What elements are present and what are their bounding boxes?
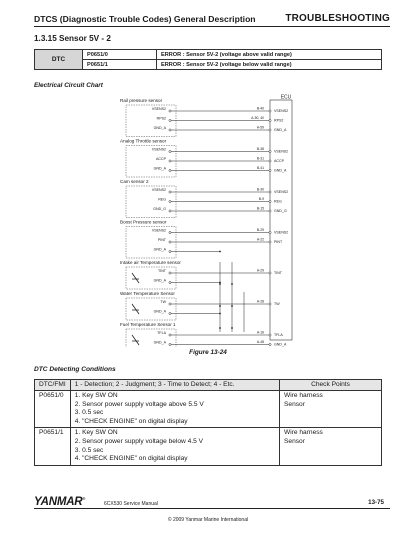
pin-label: RPS2 [156, 116, 166, 121]
pin-number: B-9 [258, 197, 264, 201]
pin-terminal [169, 241, 171, 243]
pin-terminal [169, 281, 171, 283]
check-point: Wire harness [284, 429, 323, 437]
manual-name: 6CX530 Service Manual [104, 501, 158, 507]
junction [219, 305, 221, 307]
ecu-pin-label: TINT [274, 271, 282, 276]
pin-number: B-38 [256, 147, 264, 151]
ecu-terminal [269, 150, 271, 152]
junction [219, 251, 221, 253]
pin-label: VSENS2 [151, 107, 166, 111]
ecu-pin-label: TW [274, 302, 280, 307]
ecu-terminal [269, 119, 271, 121]
pin-terminal [169, 191, 171, 193]
figure-caption: Figure 13-24 [189, 349, 227, 356]
ecu-terminal [269, 334, 271, 336]
ecu-pin-label: GND_A [274, 342, 287, 347]
pin-label: GND_G [153, 207, 166, 211]
check-points [280, 428, 382, 465]
ecu-pin-label: GND_A [274, 128, 287, 133]
pin-terminal [169, 250, 171, 252]
sensor-name: Rail pressure sensor [120, 98, 163, 103]
ecu-terminal [269, 129, 271, 131]
condition-code: P0651/0 [35, 391, 71, 428]
pin-label: VSENS2 [151, 228, 166, 233]
ecu-terminal [269, 241, 271, 243]
condition-line: 2. Sensor power supply voltage below 4.5 V [74, 437, 204, 445]
pin-label: PINT [157, 238, 166, 242]
pin-label: GND_A [153, 166, 166, 171]
dtc-error: ERROR : Sensor 5V-2 (voltage below valid range) [157, 60, 382, 70]
sensor-name: Water Temperature Sensor [120, 291, 175, 296]
check-point: Sensor [284, 400, 305, 408]
check-points [280, 391, 382, 428]
ecu-terminal [269, 169, 271, 171]
pin-label: VSENS2 [151, 188, 166, 192]
condition-steps [70, 428, 279, 465]
dtc-table [34, 49, 382, 70]
condition-line: 3. 0.5 sec [74, 446, 104, 454]
sensor-name: Fuel Temperature Sensor 1 [120, 322, 176, 327]
ecu-pin-label: RPS2 [274, 118, 284, 123]
pin-terminal [169, 272, 171, 274]
conditions-title: DTC Detecting Conditions [34, 366, 116, 373]
pin-label: REG [158, 197, 166, 202]
pin-number: B-41 [256, 166, 264, 170]
ecu-pin-label: TFLA [274, 333, 283, 338]
thermistor-symbol [132, 335, 139, 345]
pin-number: A-16 [256, 330, 264, 335]
sensor-box [126, 329, 176, 347]
ecu-pin-label: VSENS2 [274, 190, 289, 195]
ecu-pin-label: VSENS2 [274, 149, 289, 154]
sensor-name: Intake air Temperature sensor [120, 260, 181, 265]
check-point: Wire harness [284, 392, 323, 399]
pin-number: B-30 [256, 187, 264, 192]
column-header: Check Points [280, 380, 382, 391]
pin-number: B-31 [256, 156, 264, 161]
condition-steps [70, 391, 279, 428]
pin-number: A-28 [256, 299, 264, 304]
sensor-box [126, 267, 176, 289]
table-row [35, 391, 382, 428]
section-title: 1.3.15 Sensor 5V - 2 [34, 34, 111, 43]
pin-label: GND_A [153, 247, 166, 252]
sensor-name: Analog Throttle sensor [120, 138, 167, 144]
pin-number: A-29 [256, 268, 264, 273]
sensor-box [126, 298, 176, 320]
copyright: © 2009 Yanmar Marine International [167, 517, 249, 523]
ecu-terminal [269, 272, 271, 274]
pin-label: GND_A [153, 340, 166, 345]
junction [219, 283, 221, 285]
thermistor-symbol [132, 273, 139, 283]
junction [231, 305, 233, 307]
condition-line: 4. "CHECK ENGINE" on digital display [74, 455, 188, 463]
condition-line: 3. 0.5 sec [74, 409, 104, 417]
dtc-code: P0651/1 [83, 60, 157, 70]
header-title: DTCS (Diagnostic Trouble Codes) General Description [34, 14, 256, 24]
condition-code: P0651/1 [35, 428, 71, 465]
page-number: 13-75 [368, 499, 384, 506]
ecu-terminal [269, 191, 271, 193]
table-header-row [35, 380, 382, 391]
ecu-terminal [269, 110, 271, 112]
footer-divider [34, 508, 390, 509]
ecu-terminal [269, 200, 271, 202]
pin-terminal [169, 231, 171, 233]
pin-terminal [169, 150, 171, 152]
dtc-error: ERROR : Sensor 5V-2 (voltage above valid range) [157, 50, 382, 60]
electrical-circuit-diagram [110, 92, 315, 347]
pin-terminal [169, 160, 171, 162]
junction [231, 327, 233, 329]
pin-label: TW [160, 300, 166, 304]
condition-line: 1. Key SW ON [74, 429, 118, 437]
sensor-name: Cam sensor 2 [120, 179, 149, 184]
ecu-terminal [269, 303, 271, 305]
pin-terminal [169, 210, 171, 212]
column-header: 1 - Detection; 2 - Judgment; 3 - Time to Detect; 4 - Etc. [70, 380, 279, 391]
column-header: DTC/FMI [35, 380, 71, 391]
ecu-pin-label: VSENS2 [274, 230, 289, 235]
table-row [35, 50, 382, 60]
pin-label: GND_A [153, 309, 166, 314]
ecu-pin-label: PINT [274, 240, 283, 245]
pin-terminal [169, 169, 171, 171]
page-header [34, 13, 390, 27]
pin-label: TINT [158, 269, 166, 273]
ecu-pin-label: GND_G [274, 209, 287, 214]
pin-number: A-22 [256, 237, 264, 242]
pin-label: VSENS2 [151, 147, 166, 152]
pin-label: GND_A [153, 278, 166, 283]
pin-label: GND_A [153, 126, 166, 130]
pin-label: TFLA [157, 331, 166, 335]
junction [231, 283, 233, 285]
pin-number: A-59 [256, 125, 264, 130]
dtc-code: P0651/0 [83, 50, 157, 60]
pin-terminal [169, 303, 171, 305]
pin-number: A-48 [256, 340, 264, 344]
condition-line: 2. Sensor power supply voltage above 5.5 V [74, 400, 204, 408]
ecu-pin-label: REG [274, 199, 282, 204]
pin-terminal [169, 110, 171, 112]
ecu-pin-label: VSENS2 [274, 109, 289, 114]
check-point: Sensor [284, 437, 305, 445]
conditions-table [34, 379, 382, 466]
pin-terminal [169, 334, 171, 336]
pin-terminal [169, 129, 171, 131]
header-section: TROUBLESHOOTING [285, 13, 390, 24]
ecu-terminal [269, 210, 271, 212]
pin-terminal [169, 119, 171, 121]
ecu-terminal [269, 231, 271, 233]
table-row [35, 428, 382, 465]
pin-number: A-50, 40 [251, 116, 264, 120]
thermistor-symbol [132, 304, 139, 314]
sensor-name: Boost Pressure sensor [120, 219, 167, 225]
condition-line: 1. Key SW ON [74, 392, 118, 399]
condition-line: 4. "CHECK ENGINE" on digital display [74, 417, 188, 425]
pin-terminal [169, 343, 171, 345]
pin-label: ACCP [156, 157, 166, 161]
pin-number: B-29 [256, 228, 264, 232]
ecu-terminal [269, 343, 271, 345]
pin-number: B-40 [256, 106, 264, 111]
ecu-pin-label: ACCP [274, 159, 284, 164]
table-row [35, 60, 382, 70]
chart-title: Electrical Circuit Chart [34, 82, 103, 89]
junction [219, 327, 221, 329]
dtc-head-cell: DTC [35, 50, 83, 70]
ecu-terminal [269, 160, 271, 162]
pin-number: B-15 [256, 206, 264, 211]
ecu-pin-label: GND_A [274, 168, 287, 173]
ecu-label: ECU [280, 94, 292, 101]
yanmar-logo: YANMAR® [34, 496, 86, 508]
pin-terminal [169, 200, 171, 202]
pin-terminal [169, 312, 171, 314]
